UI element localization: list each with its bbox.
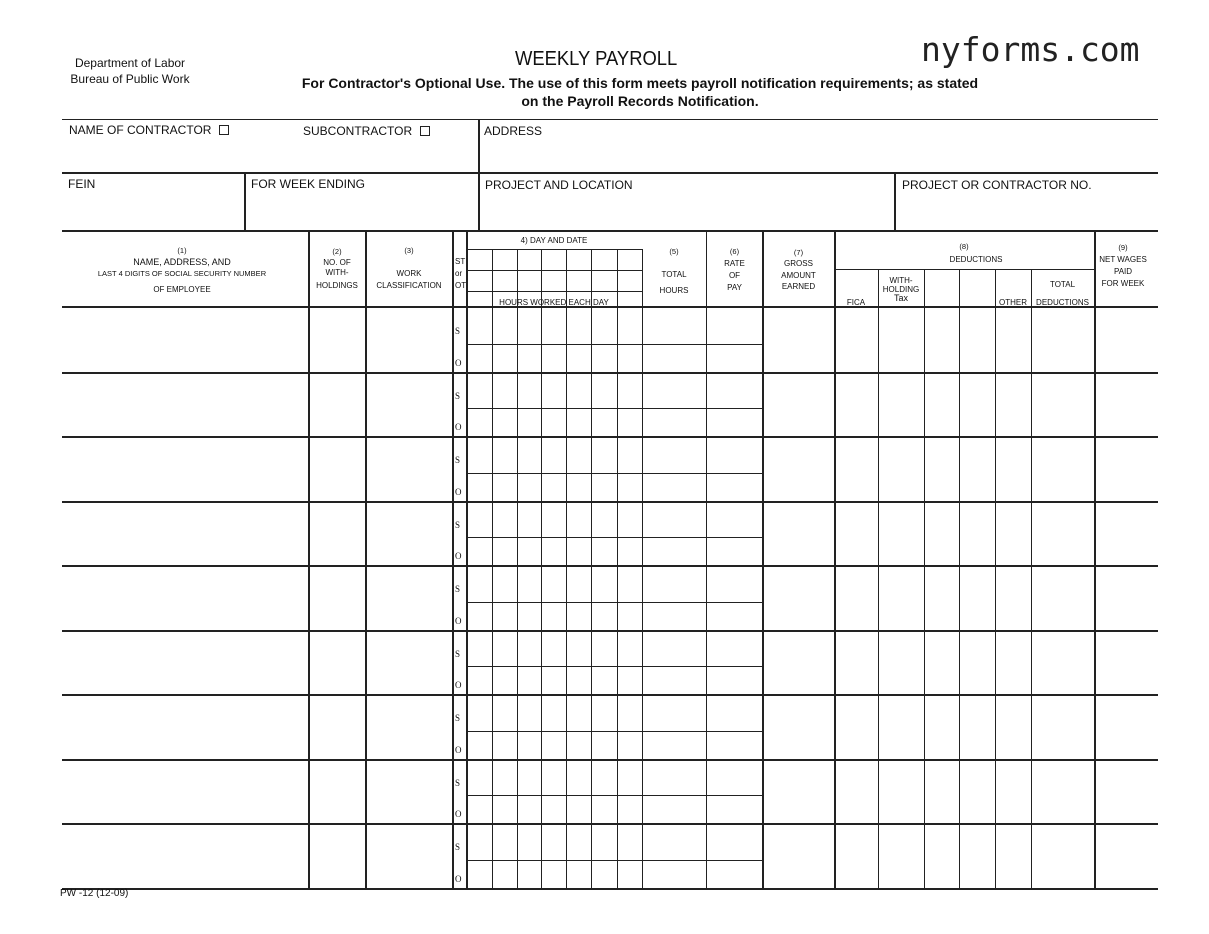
col8-other: OTHER xyxy=(999,298,1027,307)
overtime-mark: O xyxy=(455,422,462,432)
col6-line3: PAY xyxy=(727,283,742,292)
row-split-line xyxy=(466,537,762,538)
col8-with-line1: WITH- xyxy=(889,276,913,285)
straight-time-mark: S xyxy=(455,455,461,465)
row-split-line xyxy=(466,344,762,345)
deduction-column-divider xyxy=(924,269,925,888)
table-row xyxy=(62,694,1158,696)
form-number: PW -12 (12-09) xyxy=(60,888,129,899)
row-split-line xyxy=(466,731,762,732)
col8-fica: FICA xyxy=(846,298,866,307)
table-row xyxy=(62,759,1158,761)
col3-num: (3) xyxy=(404,246,414,255)
col8-title: DEDUCTIONS xyxy=(949,255,1003,264)
page-title: WEEKLY PAYROLL xyxy=(515,48,678,70)
straight-time-mark: S xyxy=(455,584,461,594)
col6-line1: RATE xyxy=(724,259,745,268)
week-ending-label: FOR WEEK ENDING xyxy=(251,177,366,191)
straight-time-mark: S xyxy=(455,713,461,723)
deduction-column-divider xyxy=(959,269,960,888)
column-divider xyxy=(762,230,764,888)
col6-num: (6) xyxy=(729,247,740,256)
straight-time-mark: S xyxy=(455,326,461,336)
straight-time-mark: S xyxy=(455,520,461,530)
straight-time-mark: S xyxy=(455,842,461,852)
st-line1: ST xyxy=(455,257,466,266)
col5-num: (5) xyxy=(669,247,679,256)
row-split-line xyxy=(466,408,762,409)
row-split-line xyxy=(466,473,762,474)
project-location-label: PROJECT AND LOCATION xyxy=(485,178,633,192)
subcontractor-text: SUBCONTRACTOR xyxy=(303,124,413,138)
agency-line2: Bureau of Public Work xyxy=(70,72,190,86)
col7-line3: EARNED xyxy=(781,282,816,291)
column-divider xyxy=(834,230,836,888)
column-divider xyxy=(308,230,310,888)
straight-time-mark: S xyxy=(455,391,461,401)
col1-line1: NAME, ADDRESS, AND xyxy=(133,257,231,267)
deduction-column-divider xyxy=(1031,269,1032,888)
table-row xyxy=(62,501,1158,503)
col1-line2: LAST 4 DIGITS OF SOCIAL SECURITY NUMBER xyxy=(97,269,267,278)
col9-line2: PAID xyxy=(1113,267,1133,276)
col7-line1: GROSS xyxy=(784,259,813,268)
overtime-mark: O xyxy=(455,809,462,819)
col1-num: (1) xyxy=(177,246,187,255)
overtime-mark: O xyxy=(455,745,462,755)
st-line2: or xyxy=(455,269,463,278)
contractor-text: NAME OF CONTRACTOR xyxy=(69,123,212,137)
table-row xyxy=(62,823,1158,825)
watermark: nyforms.com xyxy=(921,30,1140,69)
subtitle-line1: For Contractor's Optional Use. The use of this form meets payroll notification requirements; as stated xyxy=(301,75,979,91)
overtime-mark: O xyxy=(455,874,462,884)
column-divider xyxy=(452,230,454,888)
col6-line2: OF xyxy=(728,271,741,280)
col5-line1: TOTAL xyxy=(661,270,687,279)
overtime-mark: O xyxy=(455,680,462,690)
col4-title: 4) DAY AND DATE xyxy=(520,236,588,245)
row-split-line xyxy=(466,795,762,796)
row-split-line xyxy=(466,666,762,667)
agency-line1: Department of Labor xyxy=(74,56,186,70)
col8-with-line3: Tax xyxy=(893,293,908,303)
col3-line1: WORK xyxy=(396,269,422,278)
col7-num: (7) xyxy=(793,248,804,257)
col8-total-line1: TOTAL xyxy=(1049,280,1076,289)
address-label: ADDRESS xyxy=(484,124,543,138)
fein-label: FEIN xyxy=(68,177,96,191)
col9-num: (9) xyxy=(1118,243,1128,252)
table-row xyxy=(62,565,1158,567)
table-row xyxy=(62,630,1158,632)
col9-line3: FOR WEEK xyxy=(1101,279,1145,288)
col1-line3: OF EMPLOYEE xyxy=(153,285,211,294)
col4-bottom: HOURS WORKED EACH DAY xyxy=(499,298,609,307)
column-divider xyxy=(365,230,367,888)
col2-line3: HOLDINGS xyxy=(316,281,358,290)
project-contractor-no-label: PROJECT OR CONTRACTOR NO. xyxy=(902,178,1092,192)
overtime-mark: O xyxy=(455,358,462,368)
table-row xyxy=(62,436,1158,438)
col9-line1: NET WAGES xyxy=(1099,255,1147,264)
col2-line2: WITH- xyxy=(325,268,349,277)
overtime-mark: O xyxy=(455,487,462,497)
row-split-line xyxy=(466,602,762,603)
column-divider xyxy=(466,230,468,888)
col5-line2: HOURS xyxy=(659,286,689,295)
table-row xyxy=(62,888,1158,890)
col8-with-line2: HOLDING xyxy=(882,285,920,294)
straight-time-mark: S xyxy=(455,649,461,659)
deduction-column-divider xyxy=(995,269,996,888)
col8-num: (8) xyxy=(959,242,969,251)
col3-line2: CLASSIFICATION xyxy=(376,281,442,290)
col2-line1: NO. OF xyxy=(323,258,351,267)
straight-time-mark: S xyxy=(455,778,461,788)
col2-num: (2) xyxy=(332,247,342,256)
subtitle-line2: on the Payroll Records Notification. xyxy=(521,93,759,109)
column-divider xyxy=(706,230,707,888)
st-line3: OT xyxy=(455,281,467,290)
table-row xyxy=(62,372,1158,374)
col8-total-line2: DEDUCTIONS xyxy=(1036,298,1089,307)
column-divider xyxy=(1094,230,1096,888)
overtime-mark: O xyxy=(455,551,462,561)
deduction-column-divider xyxy=(878,269,879,888)
row-split-line xyxy=(466,860,762,861)
col7-line2: AMOUNT xyxy=(781,271,816,280)
overtime-mark: O xyxy=(455,616,462,626)
